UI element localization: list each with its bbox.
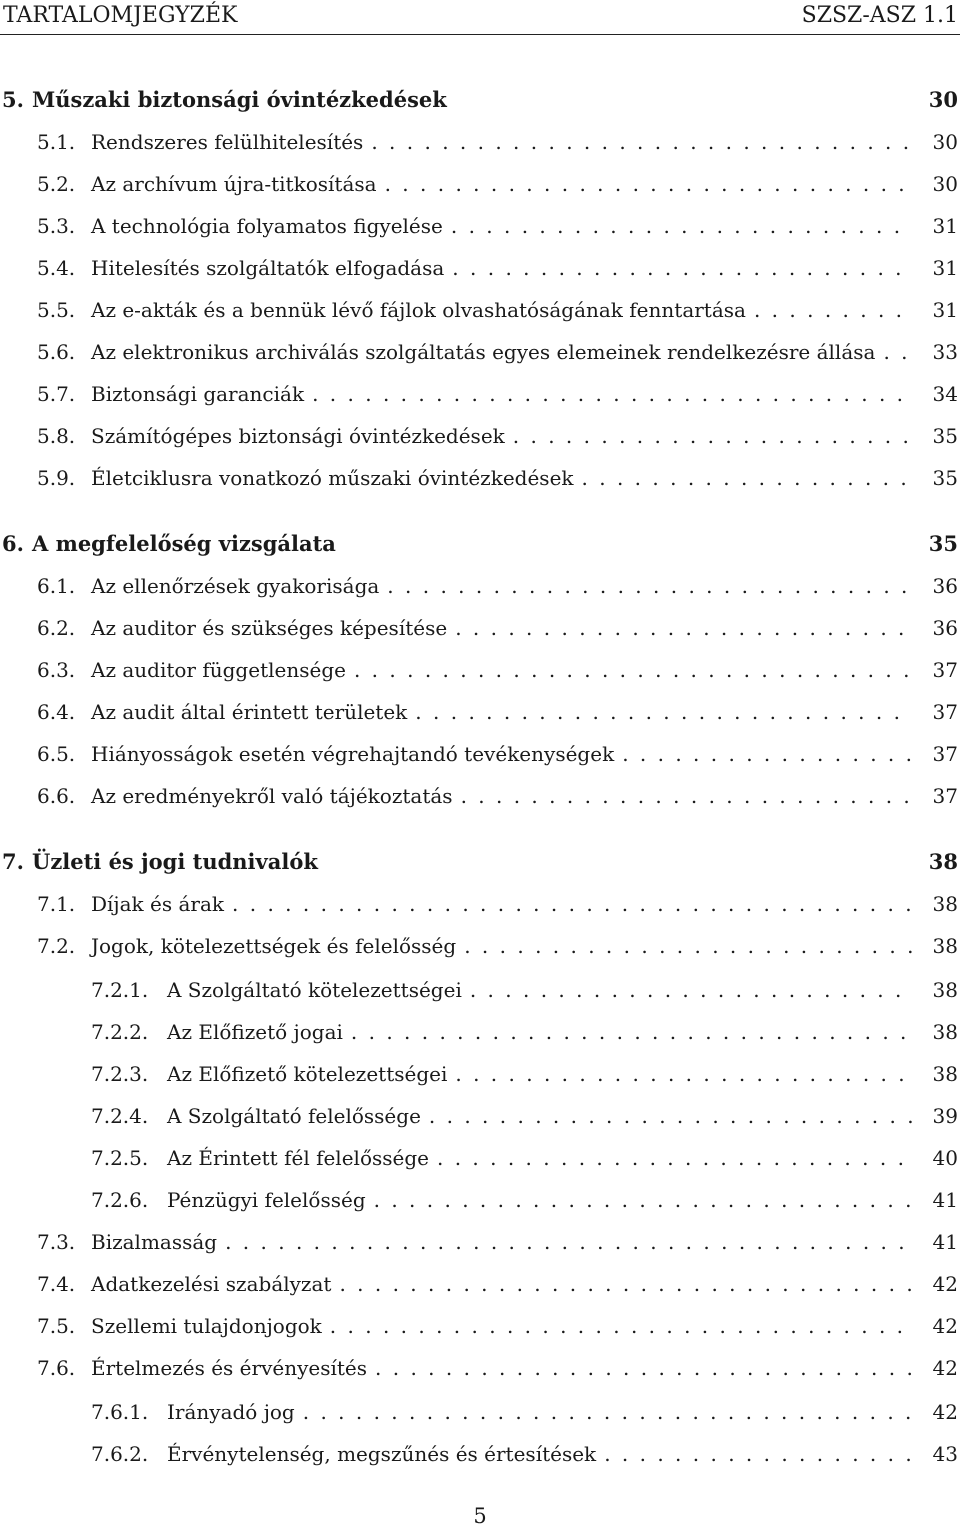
toc-entry-number: 5.4. bbox=[37, 256, 76, 280]
toc-entry-title: A Szolgáltató felelőssége bbox=[167, 1104, 421, 1128]
toc-entry-page: 34 bbox=[932, 382, 958, 406]
toc-entry-page: 40 bbox=[932, 1146, 958, 1170]
toc-leader-dots bbox=[385, 170, 912, 198]
toc-entry-title: Az eredményekről való tájékoztatás bbox=[91, 784, 453, 808]
toc-section-entry[interactable] bbox=[2, 848, 958, 876]
toc-entry-title: Rendszeres felülhitelesítés bbox=[91, 130, 364, 154]
toc-leader-dots bbox=[387, 572, 912, 600]
toc-entry[interactable] bbox=[37, 698, 958, 726]
toc-entry-page: 36 bbox=[932, 574, 958, 598]
toc-entry-page: 38 bbox=[932, 1062, 958, 1086]
toc-entry[interactable] bbox=[37, 782, 958, 810]
toc-entry[interactable] bbox=[37, 338, 958, 366]
toc-leader-dots bbox=[461, 782, 912, 810]
toc-entry[interactable] bbox=[37, 1354, 958, 1382]
toc-entry-title: Üzleti és jogi tudnivalók bbox=[32, 849, 318, 874]
toc-entry[interactable] bbox=[91, 1186, 958, 1214]
toc-entry-number: 7.3. bbox=[37, 1230, 76, 1254]
header-doc-id: SZSZ-ASZ 1.1 bbox=[801, 3, 958, 28]
toc-entry-number: 6.3. bbox=[37, 658, 76, 682]
toc-leader-dots bbox=[452, 254, 912, 282]
toc-entry-page: 42 bbox=[932, 1356, 958, 1380]
toc-entry[interactable] bbox=[91, 1060, 958, 1088]
toc-entry-number: 7.2.2. bbox=[91, 1020, 149, 1044]
toc-entry[interactable] bbox=[37, 740, 958, 768]
toc-leader-dots bbox=[415, 698, 912, 726]
toc-entry-number: 6.2. bbox=[37, 616, 76, 640]
toc-entry-title: Hiányosságok esetén végrehajtandó tevékenységek bbox=[91, 742, 615, 766]
toc-leader-dots bbox=[225, 1228, 912, 1256]
toc-entry[interactable] bbox=[37, 572, 958, 600]
toc-entry-number: 7.2.3. bbox=[91, 1062, 149, 1086]
toc-entry-title: Bizalmasság bbox=[91, 1230, 218, 1254]
toc-leader-dots bbox=[451, 212, 912, 240]
toc-leader-dots bbox=[374, 1186, 912, 1214]
toc-entry-page: 42 bbox=[932, 1314, 958, 1338]
toc-entry-number: 7.5. bbox=[37, 1314, 76, 1338]
toc-entry-title: Adatkezelési szabályzat bbox=[91, 1272, 332, 1296]
toc-entry-page: 38 bbox=[932, 978, 958, 1002]
toc-entry-number: 6.1. bbox=[37, 574, 76, 598]
toc-entry[interactable] bbox=[37, 128, 958, 156]
toc-entry[interactable] bbox=[91, 1018, 958, 1046]
toc-entry-number: 5.8. bbox=[37, 424, 76, 448]
toc-entry-title: Az auditor és szükséges képesítése bbox=[91, 616, 448, 640]
toc-entry[interactable] bbox=[37, 296, 958, 324]
toc-entry-page: 37 bbox=[932, 742, 958, 766]
toc-entry-page: 43 bbox=[932, 1442, 958, 1466]
toc-entry-page: 35 bbox=[932, 466, 958, 490]
toc-entry-number: 5.6. bbox=[37, 340, 76, 364]
page-number: 5 bbox=[473, 1504, 487, 1528]
toc-leader-dots bbox=[883, 338, 912, 366]
toc-entry-title: A technológia folyamatos figyelése bbox=[91, 214, 443, 238]
toc-entry-number: 7.2.5. bbox=[91, 1146, 149, 1170]
toc-entry-number: 6.6. bbox=[37, 784, 76, 808]
toc-entry-page: 35 bbox=[932, 424, 958, 448]
toc-entry[interactable] bbox=[37, 422, 958, 450]
toc-entry-number: 7.4. bbox=[37, 1272, 76, 1296]
toc-leader-dots bbox=[375, 1354, 912, 1382]
toc-entry-number: 7. bbox=[2, 849, 24, 874]
toc-entry-title: Pénzügyi felelősség bbox=[167, 1188, 366, 1212]
toc-entry-title: Jogok, kötelezettségek és felelősség bbox=[91, 934, 457, 958]
toc-entry-number: 7.6.1. bbox=[91, 1400, 149, 1424]
toc-entry-number: 5.7. bbox=[37, 382, 76, 406]
toc-entry-page: 37 bbox=[932, 700, 958, 724]
toc-entry-page: 38 bbox=[932, 934, 958, 958]
toc-entry-page: 30 bbox=[932, 130, 958, 154]
toc-entry-number: 5.9. bbox=[37, 466, 76, 490]
toc-entry-number: 5.2. bbox=[37, 172, 76, 196]
toc-entry[interactable] bbox=[37, 380, 958, 408]
toc-entry[interactable] bbox=[37, 464, 958, 492]
toc-entry-page: 38 bbox=[928, 849, 958, 874]
toc-leader-dots bbox=[303, 1398, 912, 1426]
toc-entry[interactable] bbox=[37, 932, 958, 960]
toc-entry-page: 41 bbox=[932, 1230, 958, 1254]
toc-entry-title: Az elektronikus archiválás szolgáltatás egyes elemeinek rendelkezésre állása bbox=[91, 340, 876, 364]
toc-entry-title: Az archívum újra-titkosítása bbox=[91, 172, 377, 196]
toc-entry-title: Műszaki biztonsági óvintézkedések bbox=[32, 87, 447, 112]
toc-entry-number: 7.6. bbox=[37, 1356, 76, 1380]
toc-entry-number: 5.1. bbox=[37, 130, 76, 154]
toc-leader-dots bbox=[437, 1144, 912, 1172]
toc-entry-page: 37 bbox=[932, 784, 958, 808]
toc-leader-dots bbox=[455, 614, 912, 642]
toc-leader-dots bbox=[354, 656, 912, 684]
toc-entry-title: Biztonsági garanciák bbox=[91, 382, 305, 406]
toc-entry-title: Az auditor függetlensége bbox=[91, 658, 346, 682]
toc-entry[interactable] bbox=[91, 976, 958, 1004]
toc-entry-title: Életciklusra vonatkozó műszaki óvintézkedések bbox=[91, 466, 574, 490]
toc-leader-dots bbox=[330, 1312, 912, 1340]
toc-section-entry[interactable] bbox=[2, 530, 958, 558]
toc-section-entry[interactable] bbox=[2, 86, 958, 114]
toc-entry[interactable] bbox=[37, 170, 958, 198]
toc-entry-title: Az audit által érintett területek bbox=[91, 700, 408, 724]
toc-entry-page: 41 bbox=[932, 1188, 958, 1212]
toc-entry-page: 36 bbox=[932, 616, 958, 640]
toc-entry-title: Érvénytelenség, megszűnés és értesítések bbox=[167, 1442, 597, 1466]
toc-entry[interactable] bbox=[91, 1102, 958, 1130]
toc-entry-number: 7.2.4. bbox=[91, 1104, 149, 1128]
toc-entry-page: 38 bbox=[932, 892, 958, 916]
toc-leader-dots bbox=[351, 1018, 912, 1046]
toc-entry-number: 6.5. bbox=[37, 742, 76, 766]
toc-leader-dots bbox=[455, 1060, 912, 1088]
toc-entry-title: Az e-akták és a bennük lévő fájlok olvashatóságának fenntartása bbox=[91, 298, 746, 322]
toc-entry-title: A megfelelőség vizsgálata bbox=[32, 531, 336, 556]
toc-leader-dots bbox=[513, 422, 912, 450]
toc-entry-title: Az ellenőrzések gyakorisága bbox=[91, 574, 380, 598]
toc-entry-number: 6.4. bbox=[37, 700, 76, 724]
header-title: TARTALOMJEGYZÉK bbox=[3, 3, 238, 28]
toc-entry-number: 7.1. bbox=[37, 892, 76, 916]
toc-entry-page: 30 bbox=[932, 172, 958, 196]
toc-entry-number: 5.3. bbox=[37, 214, 76, 238]
toc-leader-dots bbox=[232, 890, 912, 918]
toc-entry-title: Számítógépes biztonsági óvintézkedések bbox=[91, 424, 505, 448]
toc-entry[interactable] bbox=[37, 890, 958, 918]
toc-leader-dots bbox=[339, 1270, 912, 1298]
toc-entry-number: 7.2.6. bbox=[91, 1188, 149, 1212]
toc-entry[interactable] bbox=[37, 1312, 958, 1340]
toc-entry-title: Hitelesítés szolgáltatók elfogadása bbox=[91, 256, 445, 280]
toc-entry[interactable] bbox=[37, 614, 958, 642]
toc-entry-number: 5. bbox=[2, 87, 24, 112]
toc-leader-dots bbox=[622, 740, 912, 768]
toc-entry-title: Díjak és árak bbox=[91, 892, 225, 916]
toc-entry-page: 35 bbox=[928, 531, 958, 556]
toc-entry[interactable] bbox=[91, 1398, 958, 1426]
toc-entry-page: 30 bbox=[928, 87, 958, 112]
toc-entry-title: Szellemi tulajdonjogok bbox=[91, 1314, 322, 1338]
toc-leader-dots bbox=[604, 1440, 912, 1468]
toc-leader-dots bbox=[312, 380, 912, 408]
toc-leader-dots bbox=[464, 932, 912, 960]
toc-entry-page: 31 bbox=[932, 256, 958, 280]
toc-entry[interactable] bbox=[37, 254, 958, 282]
toc-entry[interactable] bbox=[91, 1440, 958, 1468]
toc-leader-dots bbox=[582, 464, 912, 492]
toc-entry-page: 31 bbox=[932, 214, 958, 238]
toc-entry-number: 5.5. bbox=[37, 298, 76, 322]
toc-leader-dots bbox=[371, 128, 912, 156]
toc-entry-page: 31 bbox=[932, 298, 958, 322]
toc-entry-title: Az Előfizető jogai bbox=[167, 1020, 343, 1044]
toc-entry-page: 39 bbox=[932, 1104, 958, 1128]
toc-entry-page: 42 bbox=[932, 1400, 958, 1424]
toc-entry-title: A Szolgáltató kötelezettségei bbox=[167, 978, 462, 1002]
toc-leader-dots bbox=[754, 296, 912, 324]
toc-entry[interactable] bbox=[37, 212, 958, 240]
toc-entry[interactable] bbox=[37, 656, 958, 684]
toc-entry[interactable] bbox=[37, 1228, 958, 1256]
toc-entry-page: 37 bbox=[932, 658, 958, 682]
toc-entry-number: 7.2. bbox=[37, 934, 76, 958]
toc-entry-title: Az Előfizető kötelezettségei bbox=[167, 1062, 448, 1086]
toc-entry[interactable] bbox=[91, 1144, 958, 1172]
toc-entry-title: Az Érintett fél felelőssége bbox=[167, 1146, 429, 1170]
toc-entry-number: 6. bbox=[2, 531, 24, 556]
toc-entry-page: 38 bbox=[932, 1020, 958, 1044]
toc-entry-number: 7.2.1. bbox=[91, 978, 149, 1002]
toc-leader-dots bbox=[429, 1102, 912, 1130]
toc-entry-title: Értelmezés és érvényesítés bbox=[91, 1356, 368, 1380]
toc-entry-page: 33 bbox=[932, 340, 958, 364]
toc-leader-dots bbox=[470, 976, 912, 1004]
toc-entry-title: Irányadó jog bbox=[167, 1400, 295, 1424]
toc-entry[interactable] bbox=[37, 1270, 958, 1298]
running-header bbox=[0, 0, 960, 35]
toc-entry-number: 7.6.2. bbox=[91, 1442, 149, 1466]
toc-entry-page: 42 bbox=[932, 1272, 958, 1296]
